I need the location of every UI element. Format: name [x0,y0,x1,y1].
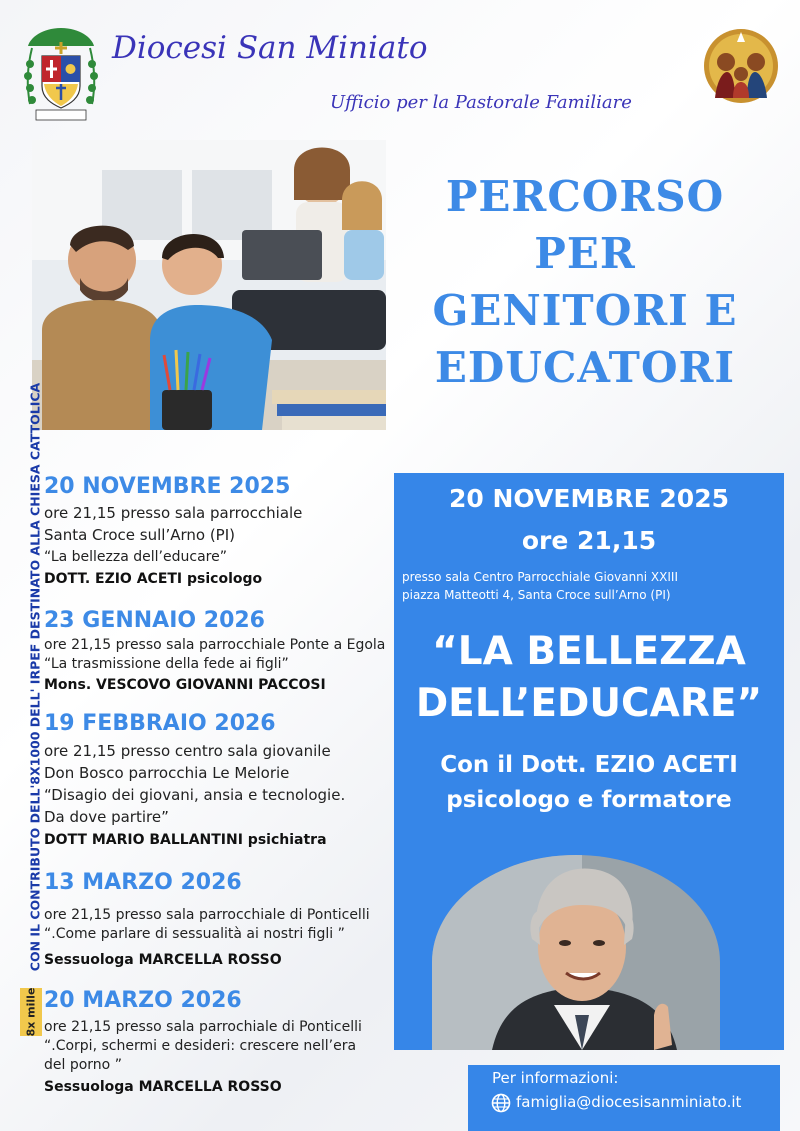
globe-icon [491,1093,511,1113]
event-3 [44,711,276,737]
8xmille-logo [20,988,42,1036]
event-speaker: Mons. VESCOVO GIOVANNI PACCOSI [44,677,326,693]
event-line: ore 21,15 presso centro sala giovanile [44,742,331,760]
title-line: GENITORI E [432,286,738,335]
email-link[interactable]: famiglia@diocesisanminiato.it [516,1093,742,1111]
event-2 [44,608,265,634]
featured-speaker-line: Con il Dott. EZIO ACETI [440,752,738,778]
event-speaker: DOTT MARIO BALLANTINI psichiatra [44,832,327,848]
event-line: del porno ” [44,1057,122,1073]
event-5 [44,988,242,1014]
info-label: Per informazioni: [492,1069,619,1087]
event-line: ore 21,15 presso sala parrocchiale di Ponticelli [44,907,370,923]
event-5-details [44,1018,362,1097]
event-date: 20 NOVEMBRE 2025 [44,474,291,499]
featured-venue: presso sala Centro Parrocchiale Giovanni XXIII [402,570,678,584]
holy-family-icon [703,28,779,104]
event-speaker: DOTT. EZIO ACETI psicologo [44,571,263,587]
title-line: PER [534,229,636,278]
8xmille-logo-text: 8x mille [24,987,38,1037]
event-speaker: Sessuologa MARCELLA ROSSO [44,1079,282,1095]
event-date: 20 MARZO 2026 [44,988,242,1013]
event-line: “Disagio dei giovani, ansia e tecnologie. [44,786,346,804]
event-line: Don Bosco parrocchia Le Melorie [44,764,290,782]
event-4 [44,870,242,896]
event-1-details [44,504,302,589]
featured-title-line: DELL’EDUCARE” [415,681,763,726]
event-line: ore 21,15 presso sala parrochiale di Ponticelli [44,1019,362,1035]
diocese-name: Diocesi San Miniato [112,30,428,66]
event-line: “.Corpi, schermi e desideri: crescere nell’era [44,1038,357,1054]
featured-title [394,626,784,730]
event-1 [44,474,290,500]
featured-speaker-line: psicologo e formatore [446,787,732,813]
sponsor-text: CON IL CONTRIBUTO DELL'8X1000 DELL' IRPEF DESTINATO ALLA CHIESA CATTOLICA [27,382,43,972]
event-line: Da dove partire” [44,808,169,826]
family-photo [32,140,386,430]
event-date: 23 GENNAIO 2026 [44,608,265,633]
page-title [400,168,770,396]
event-line: ore 21,15 presso sala parrocchiale [44,504,303,522]
event-date: 19 FEBBRAIO 2026 [44,711,276,736]
event-2-details [44,636,385,695]
diocese-coat-of-arms [22,24,100,124]
featured-title-line: “LA BELLEZZA [432,629,746,674]
event-line: “La trasmissione della fede ai figli” [44,656,289,672]
featured-address: piazza Matteotti 4, Santa Croce sull’Arno (PI) [402,588,671,602]
office-name: Ufficio per la Pastorale Familiare [330,92,632,113]
event-speaker: Sessuologa MARCELLA ROSSO [44,952,282,968]
title-line: EDUCATORI [434,343,736,392]
event-date: 13 MARZO 2026 [44,870,242,895]
featured-speaker [394,748,784,818]
event-line: “La bellezza dell’educare” [44,549,227,565]
featured-date: 20 NOVEMBRE 2025 [449,484,729,513]
event-line: ore 21,15 presso sala parrocchiale Ponte a Egola [44,637,386,653]
featured-time: ore 21,15 [521,526,657,555]
event-line: Santa Croce sull’Arno (PI) [44,526,236,544]
event-3-details [44,740,345,850]
event-line: “.Come parlare di sessualità ai nostri figli ” [44,926,345,942]
title-line: PERCORSO [445,172,725,221]
event-4-details [44,906,370,970]
